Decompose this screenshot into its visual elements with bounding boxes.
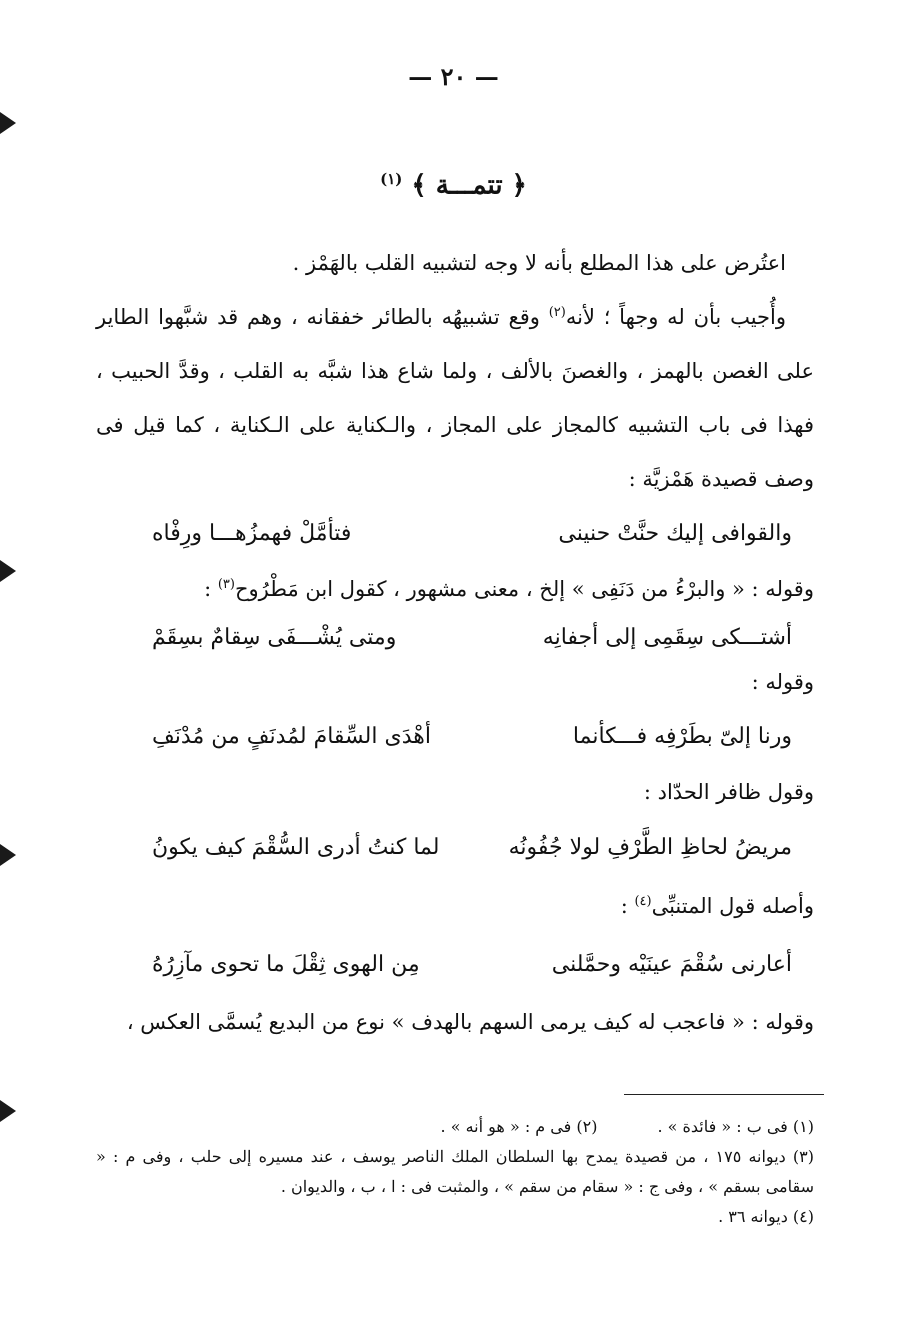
footnote-divider	[624, 1094, 824, 1095]
page-edge-mark	[0, 1100, 16, 1122]
paragraph-text: اعتُرض على هذا المطلع بأنه لا وجه لتشبيه القلب بالهَمْز .	[292, 251, 786, 275]
page-number: — ٢٠ —	[408, 62, 499, 91]
paragraph-text: وأُجيب بأن له وجهاً ؛ لأنه	[565, 305, 786, 329]
paragraph-text: وقع تشبيهُه بالطائر خفقانه ، وهم قد شبَّهوا الطاير على الغصن بالهمز ، والغصنَ بالألف ، ولما شاع هذا شبَّه به القلب ، وقدَّ الحبيب ، فهذا فى باب التشبيه كالمجاز على المجاز ، والـكناية على الـكناية ، كما قيل فى وصف قصيدة هَمْزيَّة :	[96, 305, 814, 491]
paragraph	[96, 562, 814, 616]
verse-first-hemistich: أعارنى سُقْمَ عينَيْه وحمَّلنى	[551, 952, 792, 977]
verse-line	[152, 506, 792, 562]
paragraph-text: وقوله :	[751, 670, 814, 694]
verse-second-hemistich: فتأمَّلْ فهمزُهـــا ورِفْاه	[152, 521, 352, 546]
footnote-row	[96, 1112, 814, 1142]
page-edge-mark	[0, 844, 16, 866]
page-edge-mark	[0, 112, 16, 134]
heading-title: ﴿ تتمـــة ﴾	[411, 170, 527, 201]
verse-line	[152, 930, 792, 1000]
main-text	[96, 236, 814, 1044]
verse-line	[152, 814, 792, 882]
paragraph	[96, 882, 814, 930]
verse-second-hemistich: لما كنتُ أدرى السُّقْمَ كيف يكونُ	[152, 835, 440, 860]
paragraph	[96, 770, 814, 814]
verse-second-hemistich: أهْدَى السِّقامَ لمُدنَفٍ من مُدْنَفِ	[152, 724, 431, 749]
paragraph	[96, 660, 814, 704]
verse-line	[152, 704, 792, 770]
paragraph-text: وقوله : « فاعجب له كيف يرمى السهم بالهدف » نوع من البديع يُسمَّى العكس ،	[126, 1010, 814, 1034]
paragraph-text: وأصله قول المتنبِّى	[651, 894, 814, 918]
verse-first-hemistich: ورنا إلىّ بطَرْفِه فـــكأنما	[572, 724, 792, 749]
footnote-ref: (١)	[380, 170, 403, 188]
paragraph	[96, 290, 814, 506]
verse-first-hemistich: مريضُ لحاظِ الطَّرْفِ لولا جُفُونُه	[508, 835, 792, 860]
footnote: (٣) ديوانه ١٧٥ ، من قصيدة يمدح بها السلطان الملك الناصر يوسف ، عند مسيره إلى حلب ، وفى م : « سقامى بسقم » ، وفى ج : « سقام من سقم » ، والمثبت فى : ا ، ب ، والديوان .	[96, 1147, 815, 1196]
footnote: (١) فى ب : « فائدة » .	[657, 1117, 814, 1136]
paragraph-text: :	[204, 577, 218, 601]
verse-line	[152, 616, 792, 660]
footnote-ref: (٤)	[634, 894, 652, 909]
footnote-ref: (٣)	[217, 577, 235, 592]
footnote: (٤) ديوانه ٣٦ .	[718, 1207, 814, 1226]
footnote: (٢) فى م : « هو أنه » .	[440, 1117, 598, 1136]
footnote-ref: (٢)	[548, 305, 566, 320]
verse-second-hemistich: مِن الهوى ثِقْلَ ما تحوى مآزِرُهُ	[152, 952, 420, 977]
page-edge-mark	[0, 560, 16, 582]
paragraph-text: وقول ظافر الحدّاد :	[643, 780, 814, 804]
paragraph-text: وقوله : « والبرْءُ من دَنَفِى » إلخ ، معنى مشهور ، كقول ابن مَطْرُوح	[234, 577, 814, 601]
section-heading	[0, 170, 907, 201]
paragraph-text: :	[620, 894, 635, 918]
paragraph	[96, 236, 814, 290]
paragraph	[96, 1000, 814, 1044]
footnotes	[96, 1112, 814, 1232]
verse-second-hemistich: ومتى يُشْـــفَى سِقامٌ بسِقَمْ	[152, 625, 397, 650]
verse-first-hemistich: أشتـــكى سِقَمِى إلى أجفانِه	[542, 625, 792, 650]
verse-first-hemistich: والقوافى إليك حنَّتْ حنينى	[558, 521, 792, 546]
